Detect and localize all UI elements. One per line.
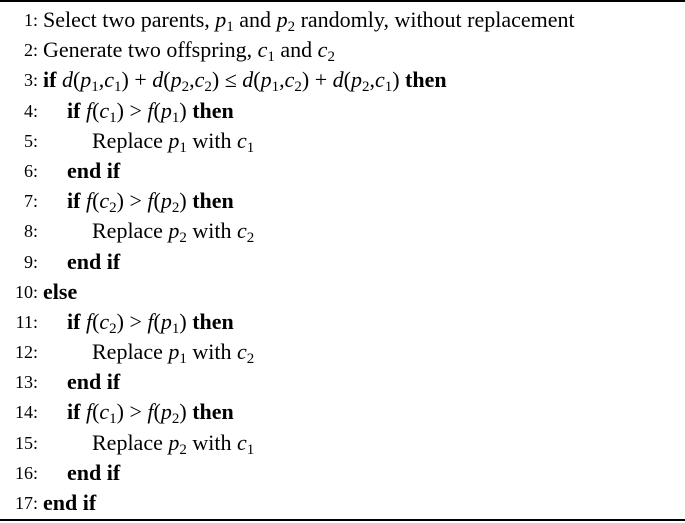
line-content [43, 488, 96, 518]
text-span: with [186, 429, 237, 455]
keyword: if [67, 97, 81, 123]
math-symbol: p [168, 218, 180, 244]
math-symbol: p [260, 67, 272, 93]
text-span: ) [179, 97, 193, 123]
line-content [67, 96, 234, 126]
math-symbol: c [236, 218, 247, 244]
math-symbol: p [215, 7, 227, 32]
keyword: else [43, 278, 78, 304]
subscript: 1 [171, 320, 180, 337]
math-symbol: p [160, 399, 172, 425]
text-span: ( [92, 399, 100, 425]
keyword: end if [67, 369, 121, 395]
keyword: if [67, 308, 81, 334]
subscript: 2 [327, 49, 335, 66]
subscript: 1 [179, 139, 187, 156]
text-span: ( [153, 188, 161, 214]
text-span: and [274, 37, 318, 63]
math-symbol: c [236, 339, 247, 365]
line-content [67, 247, 120, 277]
text-span: ( [92, 97, 100, 123]
math-symbol: f [147, 188, 154, 214]
algorithm-line [0, 488, 685, 518]
text-span: ) [179, 399, 193, 425]
line-content [92, 216, 254, 246]
text-span: Select two parents, [43, 7, 216, 32]
algorithm-line [0, 96, 685, 126]
line-number: 1: [23, 10, 38, 30]
math-symbol: p [168, 339, 180, 365]
subscript: 2 [294, 79, 302, 96]
math-symbol: c [374, 67, 385, 93]
text-span: ) [179, 308, 193, 334]
line-number: 8: [23, 221, 38, 242]
text-span: with [186, 218, 237, 244]
subscript: 2 [179, 441, 187, 458]
subscript: 1 [271, 79, 280, 96]
math-symbol: p [160, 188, 172, 214]
algorithm-line [0, 65, 685, 95]
line-number: 17: [14, 493, 38, 513]
keyword: if [43, 67, 57, 93]
subscript: 1 [109, 411, 117, 428]
algorithm-line [0, 367, 685, 397]
math-symbol: c [257, 37, 268, 63]
math-symbol: c [104, 67, 115, 93]
line-content [67, 367, 120, 397]
line-number: 13: [14, 372, 38, 393]
keyword: then [192, 399, 234, 425]
math-symbol: d [332, 67, 344, 93]
algorithm-line [0, 156, 685, 186]
subscript: 2 [204, 79, 212, 96]
math-symbol: f [147, 308, 154, 334]
subscript: 2 [246, 351, 255, 368]
algorithm-line [0, 216, 685, 246]
keyword: then [192, 188, 234, 214]
subscript: 1 [114, 79, 122, 96]
line-content [43, 277, 77, 307]
text-span: , [279, 67, 285, 93]
line-content [67, 458, 120, 488]
line-content [92, 428, 254, 458]
keyword: end if [43, 490, 97, 515]
keyword: then [405, 67, 447, 93]
math-symbol: c [194, 67, 205, 93]
algorithm-lines [0, 5, 685, 518]
algorithm-line [0, 458, 685, 488]
text-span: ( [153, 308, 161, 334]
subscript: 1 [246, 441, 255, 458]
subscript: 1 [171, 109, 180, 126]
line-content [92, 337, 254, 367]
line-number: 15: [14, 432, 38, 453]
text-span: ) > [116, 188, 148, 214]
math-symbol: c [284, 67, 295, 93]
line-number: 2: [23, 40, 38, 61]
line-number: 7: [23, 191, 38, 212]
text-span: ( [153, 399, 161, 425]
algorithm-line [0, 397, 685, 427]
algorithm-line [0, 307, 685, 337]
keyword: end if [67, 459, 121, 485]
text-span: ) + [301, 67, 333, 93]
subscript: 2 [171, 200, 180, 217]
line-number: 14: [14, 402, 38, 423]
text-span: ( [343, 67, 351, 93]
math-symbol: c [99, 308, 110, 334]
text-span: ( [163, 67, 171, 93]
math-symbol: c [236, 127, 247, 153]
algorithm-line [0, 247, 685, 277]
text-span: Replace [92, 339, 169, 365]
line-content [43, 35, 335, 65]
keyword: then [192, 97, 234, 123]
algorithm-line [0, 277, 685, 307]
line-number: 12: [14, 342, 38, 363]
line-number: 3: [23, 70, 38, 91]
keyword: then [192, 308, 234, 334]
text-span: ( [253, 67, 261, 93]
math-symbol: p [160, 97, 172, 123]
math-symbol: f [85, 188, 93, 214]
text-span: ) > [116, 97, 148, 123]
subscript: 1 [246, 139, 255, 156]
text-span: Replace [92, 127, 169, 153]
math-symbol: f [147, 97, 154, 123]
line-number: 11: [15, 311, 38, 332]
math-symbol: c [99, 188, 110, 214]
line-content [67, 156, 120, 186]
algorithm-line [0, 5, 685, 35]
subscript: 1 [109, 109, 117, 126]
keyword: end if [67, 248, 121, 274]
keyword: if [67, 188, 81, 214]
algorithm-line [0, 35, 685, 65]
subscript: 1 [267, 49, 275, 66]
math-symbol: c [99, 399, 110, 425]
subscript: 1 [226, 19, 234, 35]
math-symbol: p [276, 7, 288, 32]
algorithm-line [0, 337, 685, 367]
keyword: end if [67, 157, 121, 183]
math-symbol: d [61, 67, 73, 93]
algorithm-line [0, 186, 685, 216]
line-number: 10: [14, 281, 38, 302]
text-span: ) + [121, 67, 153, 93]
text-span: randomly, without replacement [295, 7, 575, 32]
text-span: ( [92, 308, 100, 334]
math-symbol: c [99, 97, 110, 123]
subscript: 1 [384, 79, 393, 96]
line-number: 16: [14, 462, 38, 483]
line-content [67, 186, 234, 216]
bottom-rule [0, 519, 685, 521]
math-symbol: f [85, 97, 93, 123]
text-span: with [186, 127, 237, 153]
line-content [92, 126, 254, 156]
line-content [43, 5, 575, 35]
line-number: 4: [23, 100, 38, 121]
text-span: with [186, 339, 237, 365]
text-span: ( [153, 97, 161, 123]
algorithm-line [0, 126, 685, 156]
text-span: Generate two offspring, [43, 37, 258, 63]
math-symbol: p [168, 127, 180, 153]
subscript: 2 [181, 79, 190, 96]
math-symbol: f [85, 399, 93, 425]
subscript: 2 [109, 320, 117, 337]
text-span: ) > [116, 308, 148, 334]
math-symbol: d [152, 67, 164, 93]
text-span: ) ≤ [211, 67, 243, 93]
subscript: 2 [109, 200, 117, 217]
math-symbol: c [236, 429, 247, 455]
subscript: 2 [171, 411, 180, 428]
text-span: ) [392, 67, 406, 93]
algorithm-line [0, 428, 685, 458]
text-span: , [369, 67, 375, 93]
top-rule [0, 0, 685, 2]
text-span: ( [72, 67, 81, 93]
text-span: and [233, 7, 277, 32]
line-number: 6: [23, 160, 38, 181]
text-span: , [189, 67, 195, 93]
text-span: ( [92, 188, 100, 214]
math-symbol: p [350, 67, 362, 93]
subscript: 1 [91, 79, 99, 96]
line-content [67, 397, 234, 427]
text-span: Replace [92, 218, 169, 244]
line-content [43, 65, 447, 95]
line-content [67, 307, 234, 337]
keyword: if [67, 399, 81, 425]
subscript: 2 [246, 230, 255, 247]
subscript: 1 [179, 351, 187, 368]
text-span: Replace [92, 429, 169, 455]
line-number: 5: [23, 130, 38, 151]
math-symbol: p [160, 308, 172, 334]
text-span: ) [179, 188, 193, 214]
text-span: ) > [116, 399, 148, 425]
math-symbol: p [168, 429, 180, 455]
math-symbol: c [317, 37, 328, 63]
math-symbol: p [80, 67, 92, 93]
subscript: 2 [287, 19, 296, 35]
subscript: 2 [361, 79, 370, 96]
math-symbol: f [147, 399, 154, 425]
text-span: , [98, 67, 105, 93]
subscript: 2 [179, 230, 187, 247]
line-number: 9: [23, 251, 38, 272]
math-symbol: f [85, 308, 93, 334]
math-symbol: p [170, 67, 182, 93]
math-symbol: d [242, 67, 254, 93]
